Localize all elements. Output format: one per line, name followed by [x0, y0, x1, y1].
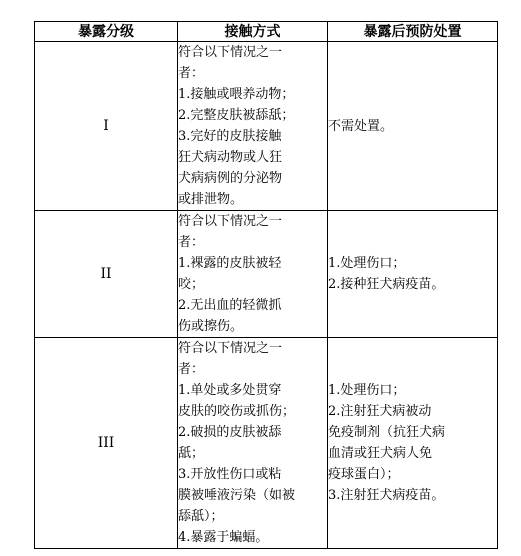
- exposure-level-cell: I: [35, 42, 178, 211]
- contact-line: 2.破损的皮肤被舔: [178, 425, 282, 440]
- header-post-exposure-handling: 暴露后预防处置: [328, 22, 498, 42]
- header-exposure-level: 暴露分级: [35, 22, 178, 42]
- handling-line: 免疫制剂（抗狂犬病: [328, 425, 446, 440]
- handling-cell: [328, 338, 498, 549]
- exposure-level-cell: II: [35, 211, 178, 338]
- handling-line: 2.注射狂犬病被动: [328, 404, 432, 419]
- contact-line: 4.暴露于蝙蝠。: [178, 530, 269, 545]
- contact-line: 1.接触或喂养动物；: [178, 87, 295, 102]
- contact-method-cell: [178, 211, 328, 338]
- contact-line: 舐；: [178, 446, 205, 461]
- contact-line: 符合以下情况之一: [178, 45, 283, 60]
- contact-line: 2.无出血的轻微抓: [178, 298, 282, 313]
- contact-line: 舔舐）；: [178, 509, 224, 524]
- handling-line: 1.处理伤口；: [328, 256, 406, 271]
- contact-line: 1.裸露的皮肤被轻: [178, 256, 282, 271]
- contact-line: 符合以下情况之一: [178, 341, 283, 356]
- exposure-classification-table: [34, 21, 498, 549]
- handling-line: 不需处置。: [328, 118, 394, 134]
- contact-line: 者：: [178, 235, 205, 250]
- contact-line: 咬；: [178, 277, 205, 292]
- contact-line: 2.完整皮肤被舔舐；: [178, 108, 295, 123]
- contact-line: 狂犬病动物或人狂: [178, 150, 283, 165]
- contact-line: 或排泄物。: [178, 192, 244, 207]
- table-row: [35, 211, 498, 338]
- handling-line: 疫球蛋白）；: [328, 467, 400, 482]
- contact-line: 1.单处或多处贯穿: [178, 383, 282, 398]
- contact-line: 者：: [178, 66, 205, 81]
- contact-line: 伤或擦伤。: [178, 319, 244, 334]
- handling-line: 3.注射狂犬病疫苗。: [328, 488, 445, 503]
- handling-line: 血清或狂犬病人免: [328, 446, 433, 461]
- contact-line: 符合以下情况之一: [178, 214, 283, 229]
- handling-line: 1.处理伤口；: [328, 383, 406, 398]
- contact-method-cell: [178, 42, 328, 211]
- exposure-level-cell: III: [35, 338, 178, 549]
- contact-line: 犬病病例的分泌物: [178, 171, 283, 186]
- handling-cell: [328, 211, 498, 338]
- contact-line: 膜被唾液污染（如被: [178, 488, 296, 503]
- contact-line: 者：: [178, 362, 205, 377]
- contact-line: 3.完好的皮肤接触: [178, 129, 282, 144]
- table-row: [35, 42, 498, 211]
- table-header-row: [35, 22, 498, 42]
- handling-line: 2.接种狂犬病疫苗。: [328, 277, 445, 292]
- table-row: [35, 338, 498, 549]
- header-contact-method: 接触方式: [178, 22, 328, 42]
- contact-line: 皮肤的咬伤或抓伤；: [178, 404, 296, 419]
- contact-line: 3.开放性伤口或粘: [178, 467, 282, 482]
- handling-cell: [328, 42, 498, 211]
- contact-method-cell: [178, 338, 328, 549]
